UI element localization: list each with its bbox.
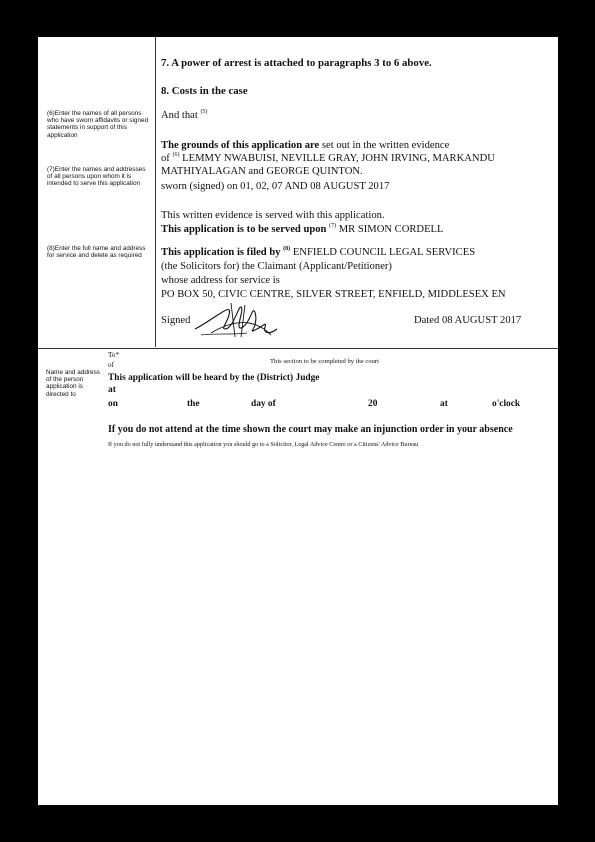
filed-line2: (the Solicitors for) the Claimant (Applicant/Petitioner) xyxy=(161,261,392,272)
court-to: To* xyxy=(108,351,120,359)
time-oclock: o'clock xyxy=(492,399,521,409)
time-at: at xyxy=(440,399,448,409)
section-8-heading: 8. Costs in the case xyxy=(161,85,248,97)
absence-warning: If you do not attend at the time shown the court may make an injunction order in your absence xyxy=(108,424,513,435)
heard-at: at xyxy=(108,385,116,395)
grounds-of: of xyxy=(161,153,170,164)
margin-note-8: (8)Enter the full name and address for service and delete as required xyxy=(47,245,146,260)
court-section-note: This section to be completed by the court xyxy=(270,358,379,365)
date-year: 20 xyxy=(368,399,378,409)
filed-line3: whose address for service is xyxy=(161,275,280,286)
margin-note-recipient: Name and address of the person application is directed to xyxy=(46,369,100,398)
grounds-lead: The grounds of this application are xyxy=(161,140,320,151)
section-7-heading: 7. A power of arrest is attached to paragraphs 3 to 6 above. xyxy=(161,57,432,69)
document-page xyxy=(38,37,558,805)
served-line2 xyxy=(161,224,444,235)
grounds-sworn: sworn (signed) on 01, 02, 07 AND 08 AUGUST 2017 xyxy=(161,181,390,192)
court-of: of xyxy=(108,361,114,369)
and-that-line xyxy=(161,110,207,121)
and-that-text: And that xyxy=(161,110,198,121)
column-divider xyxy=(155,37,156,347)
margin-note-6: (6)Enter the names of all persons who have sworn affidavits or signed statements in support of this application xyxy=(47,110,149,139)
date-the: the xyxy=(187,399,200,409)
grounds-names-line1 xyxy=(161,153,495,164)
grounds-names-line2: MATHIYALAGAN and GEORGE QUINTON. xyxy=(161,166,363,177)
ref-5: (5) xyxy=(200,109,208,115)
ref-8: (8) xyxy=(283,246,291,252)
served-line1: This written evidence is served with this application. xyxy=(161,210,385,221)
ref-6: (6) xyxy=(172,152,180,158)
filed-address: PO BOX 50, CIVIC CENTRE, SILVER STREET, ENFIELD, MIDDLESEX EN xyxy=(161,289,506,300)
grounds-line xyxy=(161,140,449,151)
date-day-of: day of xyxy=(251,399,276,409)
signature-image xyxy=(191,299,281,341)
served-person: MR SIMON CORDELL xyxy=(336,224,444,235)
signed-label: Signed xyxy=(161,315,191,326)
heard-line: This application will be heard by the (District) Judge xyxy=(108,373,320,383)
grounds-rest: set out in the written evidence xyxy=(319,140,450,151)
advice-note: If you do not fully understand this application you should go to a Solicitor, Legal Advice Centre or a Citizens' Advice Bureau xyxy=(108,441,419,448)
section-divider xyxy=(38,348,558,349)
filed-org: ENFIELD COUNCIL LEGAL SERVICES xyxy=(290,247,476,258)
filed-line1 xyxy=(161,247,475,258)
dated-text: Dated 08 AUGUST 2017 xyxy=(414,315,522,326)
margin-note-7: (7)Enter the names and addresses of all persons upon whom it is intended to serve this application xyxy=(47,166,146,188)
ref-7: (7) xyxy=(329,223,337,229)
grounds-names-1: LEMMY NWABUISI, NEVILLE GRAY, JOHN IRVING, MARKANDU xyxy=(179,153,495,164)
filed-lead: This application is filed by xyxy=(161,247,281,258)
served-lead: This application is to be served upon xyxy=(161,224,327,235)
date-on: on xyxy=(108,399,118,409)
